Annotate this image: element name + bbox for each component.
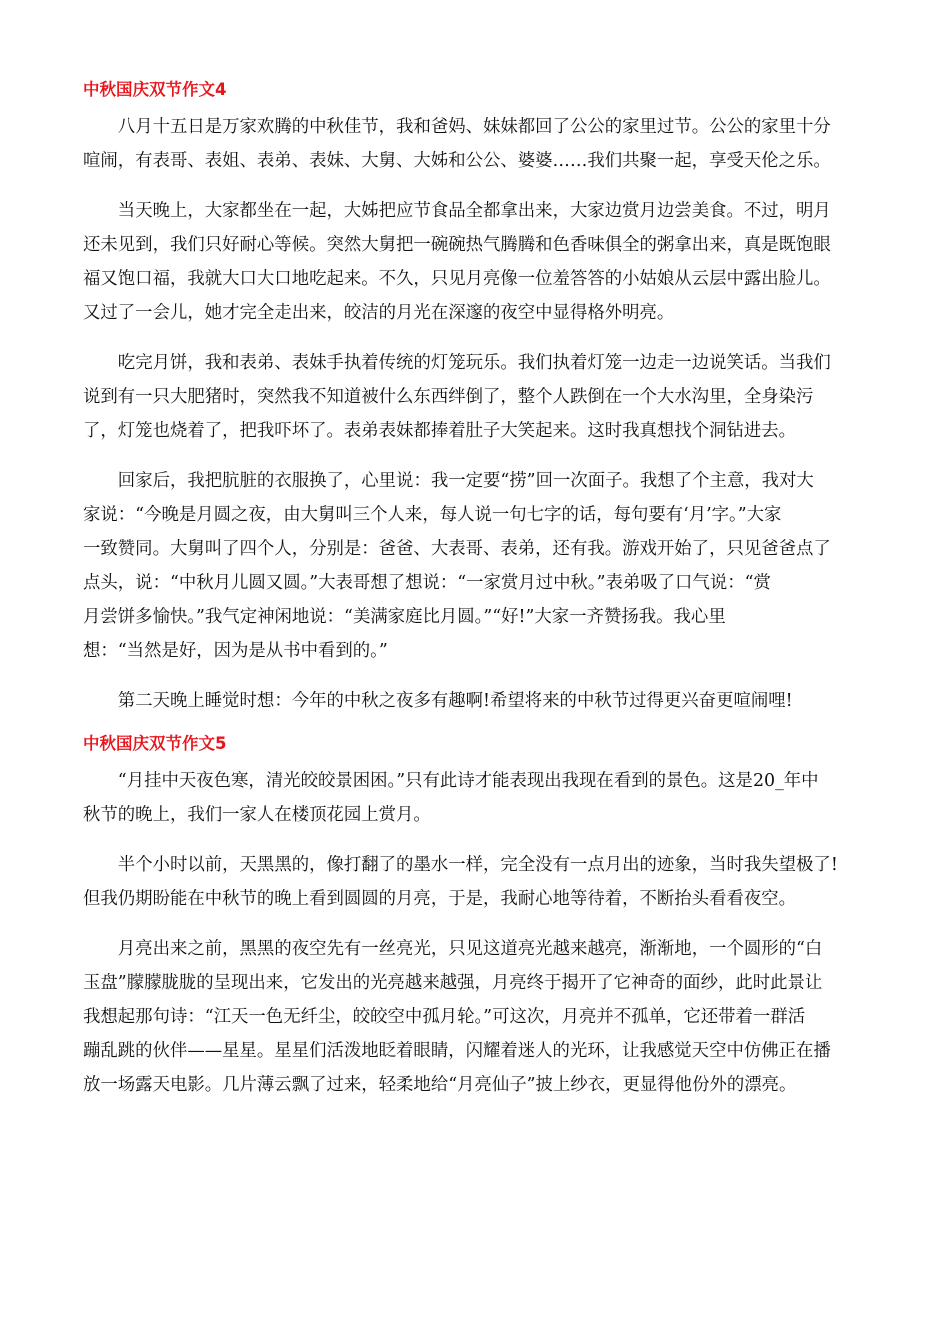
essay-5-paragraph-3 bbox=[83, 932, 873, 1102]
text-line: 家说：“今晚是月圆之夜，由大舅叫三个人来，每人说一句七字的话，每句要有‘月’字。”大家 bbox=[83, 505, 782, 525]
text-line: 我想起那句诗：“江天一色无纤尘，皎皎空中孤月轮。”可这次，月亮并不孤单，它还带着一群活 bbox=[83, 1007, 806, 1027]
text-line: 第二天晚上睡觉时想：今年的中秋之夜多有趣啊!希望将来的中秋节过得更兴奋更喧闹哩! bbox=[117, 691, 793, 711]
text-line: 月亮出来之前，黑黑的夜空先有一丝亮光，只见这道亮光越来越亮，渐渐地，一个圆形的“白 bbox=[117, 939, 823, 959]
essay-4-title: 中秋国庆双节作文4 bbox=[83, 80, 227, 99]
document-body bbox=[83, 80, 873, 1118]
text-line: 半个小时以前，天黑黑的，像打翻了的墨水一样，完全没有一点月出的迹象，当时我失望极了! bbox=[117, 855, 838, 875]
essay-5-paragraph-1 bbox=[83, 764, 873, 832]
text-line: 当天晚上，大家都坐在一起，大姊把应节食品全都拿出来，大家边赏月边尝美食。不过，明月 bbox=[117, 201, 831, 221]
essay-4-paragraph-5 bbox=[83, 684, 873, 718]
text-line: 了，灯笼也烧着了，把我吓坏了。表弟表妹都捧着肚子大笑起来。这时我真想找个洞钻进去。 bbox=[83, 421, 797, 441]
text-line: 一致赞同。大舅叫了四个人，分别是：爸爸、大表哥、表弟，还有我。游戏开始了，只见爸爸点了 bbox=[83, 539, 831, 559]
text-line: 吃完月饼，我和表弟、表妹手执着传统的灯笼玩乐。我们执着灯笼一边走一边说笑话。当我们 bbox=[117, 353, 831, 373]
essay-4-paragraph-2 bbox=[83, 194, 873, 330]
text-line: 还未见到，我们只好耐心等候。突然大舅把一碗碗热气腾腾和色香味俱全的粥拿出来，真是既饱眼 bbox=[83, 235, 831, 255]
text-line: 月尝饼多愉快。”我气定神闲地说：“美满家庭比月圆。”“好!”大家一齐赞扬我。我心里 bbox=[83, 607, 726, 627]
text-line: 点头，说：“中秋月儿圆又圆。”大表哥想了想说：“一家赏月过中秋。”表弟吸了口气说：“赏 bbox=[83, 573, 771, 593]
text-line: “月挂中天夜色寒，清光皎皎景困困。”只有此诗才能表现出我现在看到的景色。这是20_年中 bbox=[117, 771, 819, 791]
text-line: 秋节的晚上，我们一家人在楼顶花园上赏月。 bbox=[83, 805, 431, 825]
essay-4-paragraph-4 bbox=[83, 464, 873, 668]
text-line: 喧闹，有表哥、表姐、表弟、表妹、大舅、大姊和公公、婆婆……我们共聚一起，享受天伦之乐。 bbox=[83, 151, 831, 171]
text-line: 放一场露天电影。几片薄云飘了过来，轻柔地给“月亮仙子”披上纱衣，更显得他份外的漂亮。 bbox=[83, 1075, 797, 1095]
essay-5-paragraph-2 bbox=[83, 848, 873, 916]
text-line: 蹦乱跳的伙伴——星星。星星们活泼地眨着眼睛，闪耀着迷人的光环，让我感觉天空中仿佛正在播 bbox=[83, 1041, 831, 1061]
text-line: 八月十五日是万家欢腾的中秋佳节，我和爸妈、妹妹都回了公公的家里过节。公公的家里十分 bbox=[117, 117, 831, 137]
text-line: 玉盘”朦朦胧胧的呈现出来，它发出的光亮越来越强，月亮终于揭开了它神奇的面纱，此时此景让 bbox=[83, 973, 823, 993]
text-line: 福又饱口福，我就大口大口地吃起来。不久，只见月亮像一位羞答答的小姑娘从云层中露出脸儿。 bbox=[83, 269, 831, 289]
essay-5-title: 中秋国庆双节作文5 bbox=[83, 734, 227, 753]
essay-4-paragraph-3 bbox=[83, 346, 873, 448]
text-line: 想：“当然是好，因为是从书中看到的。” bbox=[83, 641, 388, 661]
text-line: 但我仍期盼能在中秋节的晚上看到圆圆的月亮，于是，我耐心地等待着，不断抬头看看夜空。 bbox=[83, 889, 797, 909]
essay-4-paragraph-1 bbox=[83, 110, 873, 178]
text-line: 回家后，我把肮脏的衣服换了，心里说：我一定要“捞”回一次面子。我想了个主意，我对大 bbox=[117, 471, 814, 491]
text-line: 说到有一只大肥猪时，突然我不知道被什么东西绊倒了，整个人跌倒在一个大水沟里，全身染污 bbox=[83, 387, 814, 407]
text-line: 又过了一会儿，她才完全走出来，皎洁的月光在深邃的夜空中显得格外明亮。 bbox=[83, 303, 675, 323]
